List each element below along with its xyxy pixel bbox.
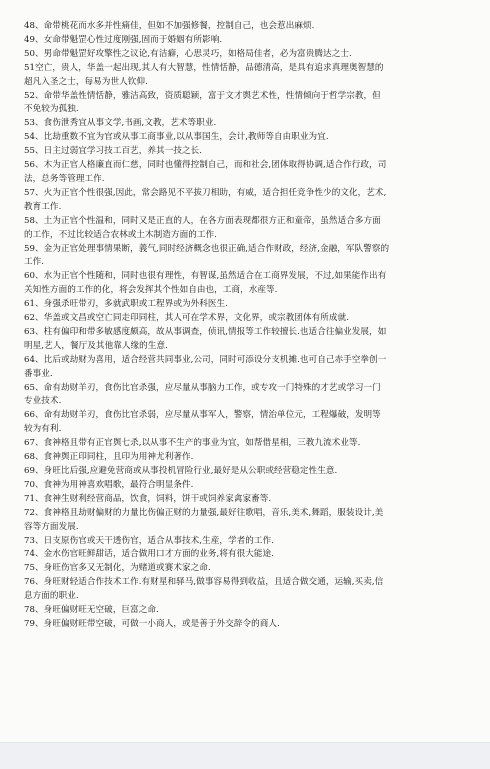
text-line: 52、命带华盖性情恬静，雅洁高致，资质聪颖，富于文才舆艺术性，性情倾向于哲学宗教，但 bbox=[24, 90, 381, 101]
text-line: 50、男命带魁罡好攻擎性之议论,有洁癖，心思灵巧，如格局佳者，必为富贵腾达之士. bbox=[24, 48, 352, 59]
text-line: 69、身旺比后强,应避免营商或从事投机冒险行业,最好是从公职或经营稳定性生意. bbox=[24, 466, 338, 476]
text-line: 67、食神格且带有正官舆七杀,以从事不生产的事业为宜，如帮借星相，三教九流术业等. bbox=[24, 438, 361, 449]
text-line: 的工作，不过比较适合农林或土木制造方面的工作. bbox=[24, 229, 217, 240]
text-line: 70、食神为用神喜欢唱歌，最符合明显条件. bbox=[24, 479, 194, 490]
text-line: 工作. bbox=[24, 257, 45, 268]
text-line: 64、比后或劫财为喜用，适合经营共同事业,公司，同时可添设分支机摊.也可自己赤手空拳创一 bbox=[24, 354, 387, 365]
text-line: 76、身旺财轻适合作技术工作.有财星和驿马,做事容易得到收益，且适合做交通，运输,买卖,信 bbox=[24, 577, 384, 588]
text-line: 息方面的职业. bbox=[24, 591, 79, 602]
text-line: 48、命带桃花而水多并性痛佳，但如不加强修餐，控制自己，也会惹出麻烦. bbox=[24, 21, 315, 31]
text-line: 教育工作. bbox=[24, 201, 62, 212]
text-line: 58、土为正官个性温和，同时又是正直的人，在各方面表现都很方正和童帝，虽然适合多方面 bbox=[24, 215, 381, 226]
text-line: 71、食神生财利经营商品，饮食，饲料，饼干或饲养家禽家畜等. bbox=[24, 493, 272, 504]
text-line: 66、命有劫财羊刃，食伤比官杀弱，应尽量从事军人，警察，情治单位元，工程爆破，发明等 bbox=[24, 410, 381, 421]
text-line: 59、金为正官处理事情果断，義气,同时经济概念也很正确,适合作财政，经济,金融，军队警察的 bbox=[24, 243, 390, 254]
text-line: 78、身旺偏财旺无空破，巨富之命. bbox=[24, 605, 159, 616]
text-line: 56、木为正官人格廉直而仁慈，同时也懂得控制自己，而和社会,团体取得协调,适合作行政，司 bbox=[24, 160, 387, 171]
text-line: 75、身旺伤官多又无制化，为赌道或赛术家之命. bbox=[24, 563, 211, 574]
text-line: 专业技术. bbox=[24, 396, 62, 407]
text-line: 61、身强杀旺带刃，多就武职或工程界或为外科医生. bbox=[24, 299, 228, 310]
text-line: 72、食神格且劫财偏财的力量比伤偏正财的力量强,最好往歌唱，音乐,美术,舞蹈，服装设计,美 bbox=[24, 507, 384, 518]
text-line: 番事业. bbox=[24, 368, 53, 379]
text-line: 49、女命带魁罡心性过度刚强,固而于婚姻有所影响. bbox=[24, 34, 223, 45]
text-line: 明星,艺人，餐厅及其他靠人缘的生意. bbox=[24, 340, 168, 351]
text-line: 62、华盖或文昌或空亡同走印同柱，其人可在学术界，文化界，或宗教团体有所成就. bbox=[24, 313, 349, 324]
document-text bbox=[24, 20, 464, 632]
text-line: 不免较为孤独. bbox=[24, 104, 79, 115]
text-line: 较为有利. bbox=[24, 424, 62, 435]
text-line: 73、日支原伤官或天干透伤官，适合从事技术,生産，学者的工作. bbox=[24, 535, 274, 546]
text-line: 53、食伤泄秀宜从事文学,书画,文教，艺术等职业. bbox=[24, 118, 217, 129]
text-line: 68、食神舆正印同柱，且印为用神尤利著作. bbox=[24, 452, 194, 463]
text-line: 55、日主过弱宜学习技工百艺，养其一技之长. bbox=[24, 146, 203, 157]
text-line: 79、身旺偏财旺带空破，可做一小商人，或是善于外交辞令的商人. bbox=[24, 618, 280, 629]
text-line: 65、命有劫财羊刃，食伤比官杀强，应尽量从事脑力工作，或专攻一门特殊的才艺或学习一门 bbox=[24, 382, 381, 393]
text-line: 51空亡，贵人，华盖一起出现,其人有大智慧，性情恬静，品德清高，是具有追求真理奥智慧的 bbox=[24, 62, 384, 73]
text-line: 74、金水伤官旺鲜甜话，适合做用口才方面的业务,将有很大能途. bbox=[24, 549, 274, 560]
text-line: 63、柱有偏印和带多敏感度颇高，故从事调查，侦讯,情报等工作较擅长.也适合往偏业发展，如 bbox=[24, 326, 387, 337]
text-line: 60、水为正官个性随和，同时也很有理性，有智谋,虽然适合在工商界发展，不过,如果能作出有 bbox=[24, 271, 387, 282]
text-line: 57、火为正官个性很强,因此，常会路见不平拔刀相助，有威，适合担任竞争性少的文化，艺术, bbox=[24, 187, 387, 198]
text-line: 容等方面发展. bbox=[24, 521, 79, 532]
text-line: 关知性方面的工作的化，将会发挥其个性如自由也，工商，水産等. bbox=[24, 285, 278, 296]
bottom-bar bbox=[0, 742, 490, 769]
text-line: 法，总务等管理工作. bbox=[24, 173, 105, 184]
text-line: 超凡入圣之士，每易为世人钦仰. bbox=[24, 76, 148, 87]
text-line: 54、比劫重数不宜为官或从事工商事业,以从事国生，会计,教师等自由职业为宜. bbox=[24, 132, 329, 143]
